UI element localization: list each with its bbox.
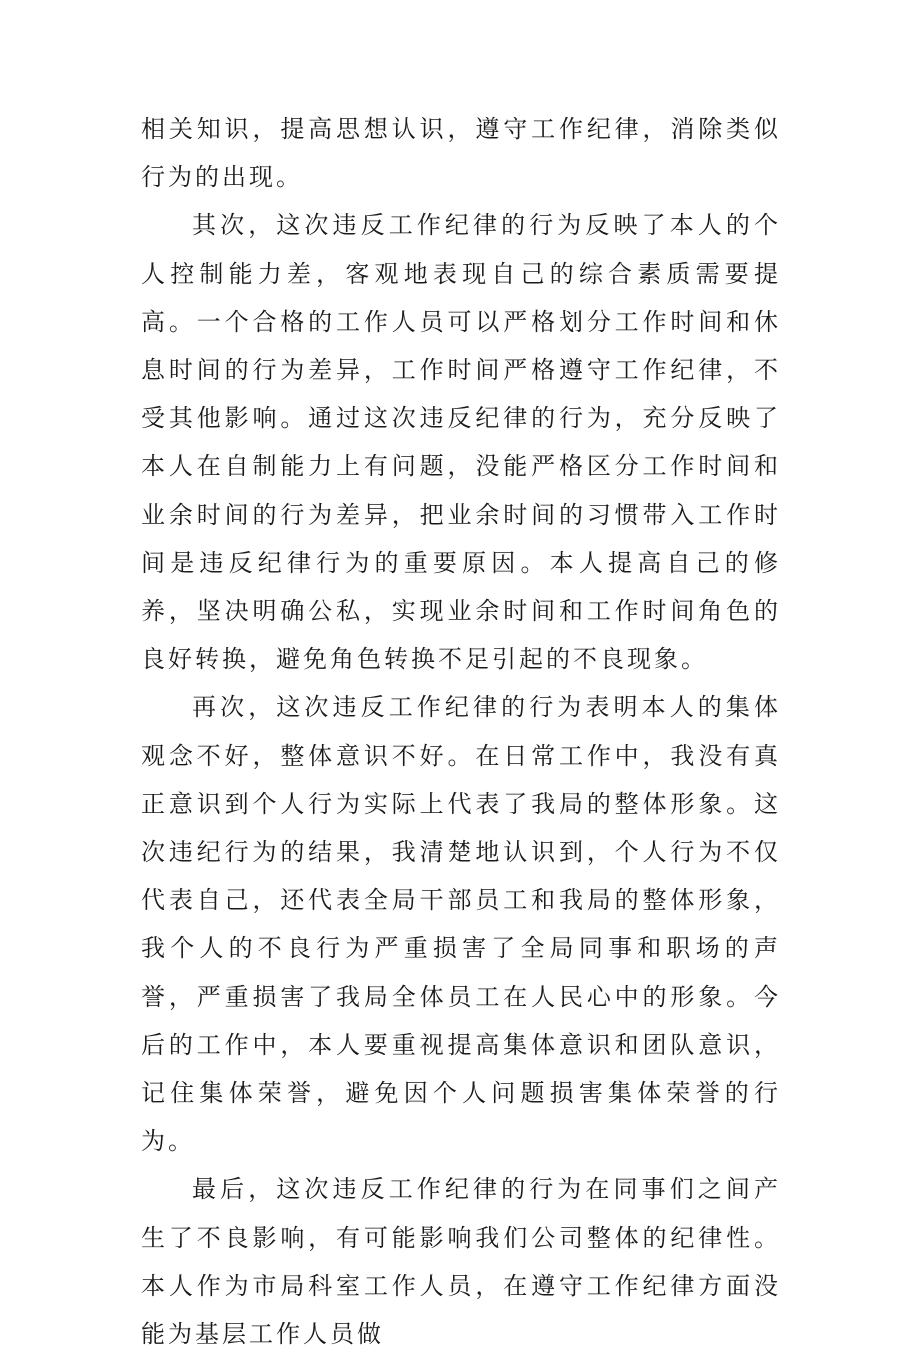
document-body <box>141 105 781 1358</box>
paragraph-continuation: 相关知识，提高思想认识，遵守工作纪律，消除类似行为的出现。 <box>141 115 781 192</box>
paragraph-second: 其次，这次违反工作纪律的行为反映了本人的个人控制能力差，客观地表现自己的综合素质需要提高。一个合格的工作人员可以严格划分工作时间和休息时间的行为差异，工作时间严格遵守工作纪律，不受其他影响。通过这次违反纪律的行为，充分反映了本人在自制能力上有问题，没能严格区分工作时间和业余时间的行为差异，把业余时间的习惯带入工作时间是违反纪律行为的重要原因。本人提高自己的修养，坚决明确公私，实现业余时间和工作时间角色的良好转换，避免角色转换不足引起的不良现象。 <box>141 211 781 674</box>
paragraph-last: 最后，这次违反工作纪律的行为在同事们之间产生了不良影响，有可能影响我们公司整体的纪律性。本人作为市局科室工作人员，在遵守工作纪律方面没能为基层工作人员做 <box>141 1175 781 1349</box>
paragraph-third: 再次，这次违反工作纪律的行为表明本人的集体观念不好，整体意识不好。在日常工作中，我没有真正意识到个人行为实际上代表了我局的整体形象。这次违纪行为的结果，我清楚地认识到，个人行为不仅代表自己，还代表全局干部员工和我局的整体形象，我个人的不良行为严重损害了全局同事和职场的声誉，严重损害了我局全体员工在人民心中的形象。今后的工作中，本人要重视提高集体意识和团队意识，记住集体荣誉，避免因个人问题损害集体荣誉的行为。 <box>141 693 781 1156</box>
